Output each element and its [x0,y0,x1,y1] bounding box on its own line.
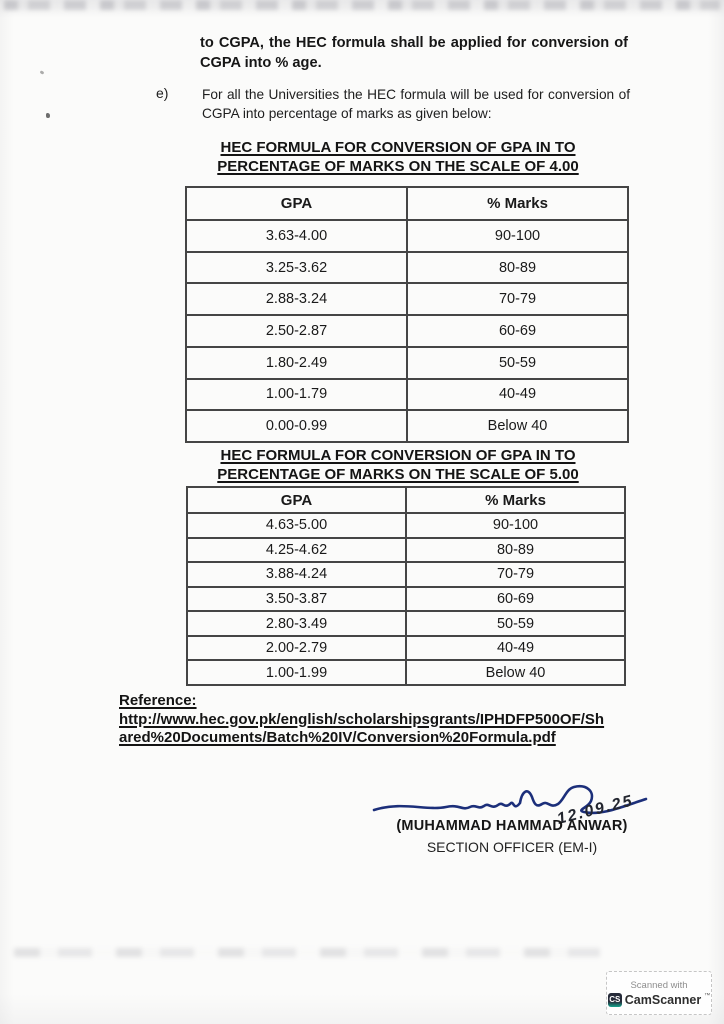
table-cell: Below 40 [406,660,625,685]
table-cell: 2.50-2.87 [186,315,407,347]
column-header-marks: % Marks [407,187,628,220]
table-cell: 4.25-4.62 [187,538,406,563]
table-cell: Below 40 [407,410,628,442]
table-row [186,220,628,252]
table-row [187,538,625,563]
table-row [186,347,628,379]
table-cell: 40-49 [407,379,628,411]
reference-url-line1: http://www.hec.gov.pk/english/scholarshipsgrants/IPHDFP500OF/Sh [119,710,605,728]
scan-artifact-speck [40,70,45,75]
table-row [187,587,625,612]
trademark-symbol: ™ [704,992,711,999]
table-row [186,283,628,315]
table-row [187,660,625,685]
table-row [187,562,625,587]
table-cell: 1.00-1.79 [186,379,407,411]
table-header-row [187,487,625,513]
scan-artifact-speck [46,113,50,118]
list-item-e-text: For all the Universities the HEC formula will be used for conversion of CGPA into percentage of marks as given below: [202,87,630,121]
table-row [186,252,628,284]
signatory-name: (MUHAMMAD HAMMAD ANWAR) [396,818,628,834]
reference-url-line2: ared%20Documents/Batch%20IV/Conversion%20Formula.pdf [119,729,556,746]
reference-label: Reference: [119,692,197,709]
table-row [186,379,628,411]
table-cell: 3.88-4.24 [187,562,406,587]
table-cell: 60-69 [407,315,628,347]
signatory-title: SECTION OFFICER (EM-I) [426,839,598,855]
table-cell: 70-79 [407,283,628,315]
table-cell: 50-59 [407,347,628,379]
table-row [186,410,628,442]
column-header-gpa: GPA [186,187,407,220]
table-cell: 60-69 [406,587,625,612]
handwritten-date: 12.09.25 [555,792,636,828]
table-cell: 3.50-3.87 [187,587,406,612]
table-5-heading-line1: HEC FORMULA FOR CONVERSION OF GPA IN TO [220,447,576,464]
table-cell: 4.63-5.00 [187,513,406,538]
reference-block [119,692,631,748]
column-header-gpa: GPA [187,487,406,513]
table-4-heading-line1: HEC FORMULA FOR CONVERSION OF GPA IN TO [220,139,576,156]
table-cell: 2.80-3.49 [187,611,406,636]
camscanner-badge-caption: Scanned with [630,979,688,991]
table-cell: 1.00-1.99 [187,660,406,685]
camscanner-brand-text: CamScanner [624,992,702,1007]
table-cell: 3.63-4.00 [186,220,407,252]
gpa-conversion-table-scale-5 [186,486,626,686]
scan-artifact-top-smudge [4,0,720,10]
table-cell: 2.00-2.79 [187,636,406,661]
table-cell: 50-59 [406,611,625,636]
table-cell: 2.88-3.24 [186,283,407,315]
table-cell: 70-79 [406,562,625,587]
table-cell: 40-49 [406,636,625,661]
table-row [187,636,625,661]
column-header-marks: % Marks [406,487,625,513]
table-cell: 3.25-3.62 [186,252,407,284]
table-4-heading-line2: PERCENTAGE OF MARKS ON THE SCALE OF 4.00 [217,157,579,175]
table-5-heading [168,447,628,484]
table-5-heading-line2: PERCENTAGE OF MARKS ON THE SCALE OF 5.00 [217,465,579,483]
table-header-row [186,187,628,220]
table-cell: 90-100 [406,513,625,538]
table-cell: 0.00-0.99 [186,410,407,442]
table-row [186,315,628,347]
table-cell: 80-89 [406,538,625,563]
camscanner-logo-icon: CS [608,993,622,1007]
table-cell: 90-100 [407,220,628,252]
scan-artifact-mid-smudge [14,948,600,957]
gpa-conversion-table-scale-4 [185,186,629,443]
table-cell: 1.80-2.49 [186,347,407,379]
camscanner-badge [606,971,712,1015]
table-4-heading [168,139,628,176]
intro-bold-paragraph: to CGPA, the HEC formula shall be applied for conversion of CGPA into % age. [200,35,628,71]
table-row [187,611,625,636]
table-row [187,513,625,538]
table-cell: 80-89 [407,252,628,284]
list-item-label-e: e) [156,85,169,101]
